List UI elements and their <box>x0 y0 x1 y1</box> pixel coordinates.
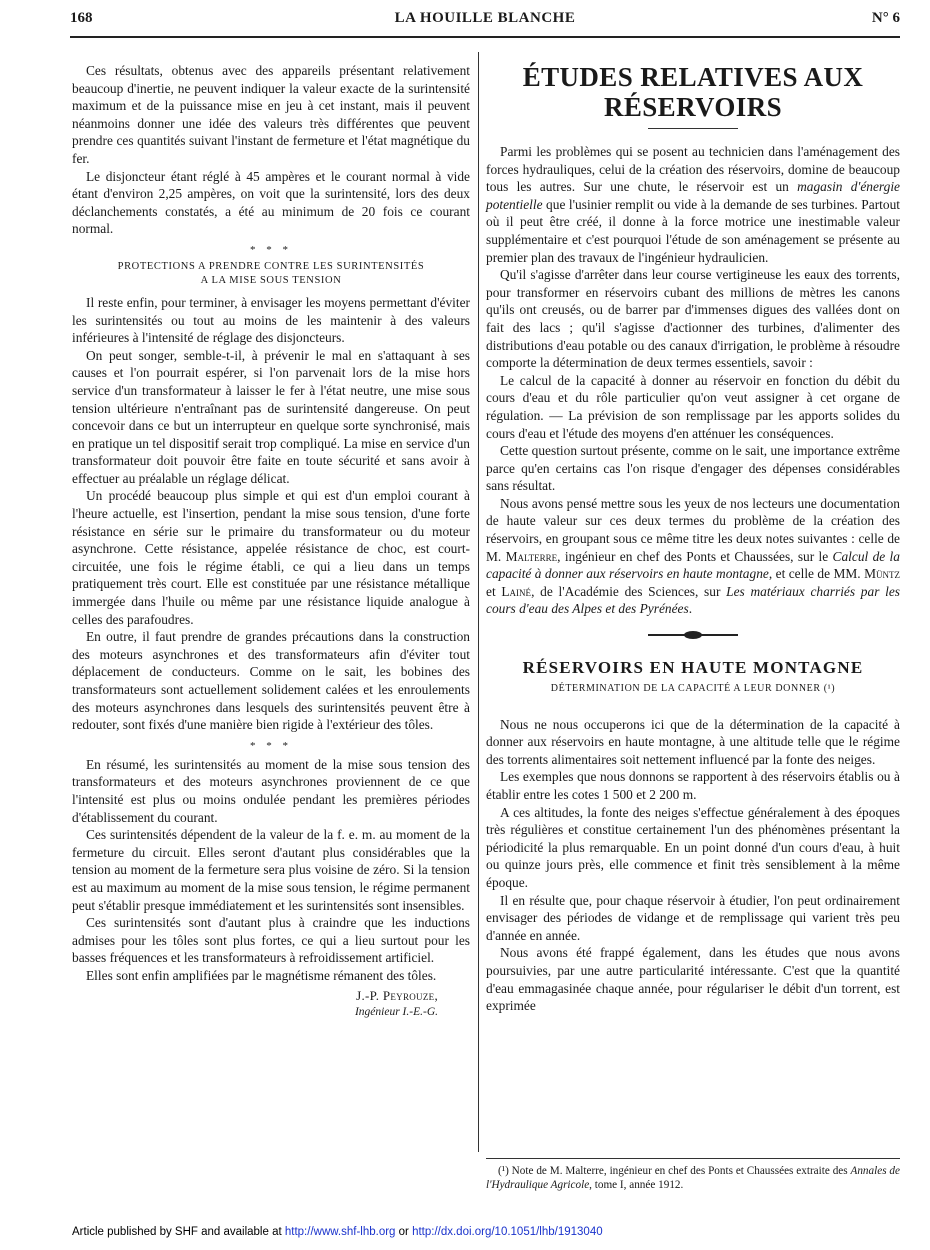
paragraph: Les exemples que nous donnons se rapportent à des réservoirs établis ou à établir entre les cotes 1 500 et 2 200 m. <box>486 769 900 802</box>
publication-footer: Article published by SHF and available at http://www.shf-lhb.org or http://dx.doi.org/10.1051/lhb/1913040 <box>72 1226 603 1238</box>
author-title: Ingénieur I.-E.-G. <box>354 1006 438 1019</box>
footnote-rule <box>486 1158 900 1159</box>
paragraph: Cette question surtout présente, comme on le sait, une importance extrême parce qu'en certains cas l'on risque d'engager des dépenses considérables sans résultat. <box>486 443 900 494</box>
paragraph: Elles sont enfin amplifiées par le magnétisme rémanent des tôles. <box>86 967 437 983</box>
paragraph: Il reste enfin, pour terminer, à envisager les moyens permettant d'éviter les surintensités ou tout au moins de les maintenir à des valeurs inférieures à l'intensité de réglage des disjoncteurs. <box>72 294 470 346</box>
paragraph: Ces surintensités sont d'autant plus à craindre que les inductions admises pour les tôles sont plus fortes, ce qui a lieu surtout pour les basses fréquences et les transformateurs à refroidissement artificiel. <box>72 915 470 966</box>
article-title: ÉTUDES RELATIVES AUX RÉSERVOIRS <box>522 62 864 122</box>
section-separator: * * * <box>250 243 292 256</box>
title-rule <box>648 128 738 129</box>
left-column <box>72 62 470 1022</box>
paragraph: A ces altitudes, la fonte des neiges s'effectue généralement à des époques très régulières et constitue certainement l'un des phénomènes présentant la périodicité la plus remarquable. En un point donné d'un cours d'eau, à huit ou quinze jours près, elle commence et finit très sensiblement à la même époque. <box>486 804 900 890</box>
paragraph: Le disjoncteur étant réglé à 45 ampères et le courant normal à vide étant d'environ 2,25 ampères, on voit que la surintensité, lors des deux déclanchements constatés, a été au minimum de 20 fois ce courant normal. <box>72 168 470 237</box>
column-divider <box>478 52 479 1152</box>
section-subtitle: DÉTERMINATION DE LA CAPACITÉ A LEUR DONNER (¹) <box>550 683 836 695</box>
section-separator: * * * <box>250 739 292 752</box>
paragraph: En résumé, les surintensités au moment de la mise sous tension des transformateurs et des moteurs asynchrones proviennent de ce que l'intensité est plus ou moins ondulée pendant les premières périodes d'établissement du courant. <box>72 756 470 825</box>
section-heading: PROTECTIONS A PRENDRE CONTRE LES SURINTENSITÉS A LA MISE SOUS TENSION <box>117 260 425 286</box>
paragraph: Qu'il s'agisse d'arrêter dans leur course vertigineuse les eaux des torrents, pour transformer en réservoirs cubant des millions de mètres les canons qu'ils ont creusés, ou de barrer par d'immenses digues des vallées dont on fait des lacs ; qu'il s'agisse d'actionner des turbines, d'alimenter des distributions d'eau potable ou des canaux d'irrigation, le problème à résoudre comporte la détermination de deux termes essentiels, savoir : <box>486 267 900 371</box>
paragraph: Il en résulte que, pour chaque réservoir à étudier, l'on peut ordinairement envisager des périodes de vidange et de remplissage qui varient très peu d'année en année. <box>486 892 900 943</box>
paragraph: Nous ne nous occuperons ici que de la détermination de la capacité à donner aux réservoirs en haute montagne, à une altitude telle que le régime des torrents alimentaires soit nettement influencé par la fonte des neiges. <box>486 716 900 767</box>
right-column <box>486 62 900 1015</box>
paragraph: Nous avons été frappé également, dans les études que nous avons poursuivies, par une autre particularité intéressante. C'est que la quantité d'eau emmagasinée chaque année, pour régulariser le débit d'un torrent, est exprimée <box>486 945 900 1014</box>
author-signature: J.-P. Peyrouze, <box>356 987 438 1003</box>
paragraph: Ces surintensités dépendent de la valeur de la f. e. m. au moment de la fermeture du circuit. Elles seront d'autant plus considérables que la tension au moment de la fermeture sera plus voisine de zéro. Si la tension est au maximum au moment de la mise sous tension, le régime permanent peut s'établir presque immédiatement et les surintensités sont insensibles. <box>72 827 470 913</box>
ornament-divider <box>648 632 738 638</box>
paragraph: Nous avons pensé mettre sous les yeux de nos lecteurs une documentation de haute valeur sur ces deux termes du problème de la création des réservoirs, en groupant sous ce même titre les deux notes suivantes : celle de M. Malterre, ingénieur en chef des Ponts et Chaussées, sur le Calcul de la capacité à donner aux réservoirs en haute montagne, et celle de MM. Müntz et Lainé, de l'Académie des Sciences, sur Les matériaux charriés par les cours d'eau des Alpes et des Pyrénées. <box>486 495 900 617</box>
header-rule <box>70 36 900 38</box>
running-header <box>70 10 900 32</box>
issue-number: N° 6 <box>871 10 900 26</box>
section-title: RÉSERVOIRS EN HAUTE MONTAGNE <box>522 658 864 678</box>
shf-link[interactable]: http://www.shf-lhb.org <box>284 1226 396 1238</box>
paragraph: Le calcul de la capacité à donner au réservoir en fonction du débit du cours d'eau et du rôle particulier qu'on veut assigner à cet organe de régulation. — La prévision de son remplissage par les apports solides du cours d'eau et l'étude des moyens d'en atténuer les conséquences. <box>486 372 900 441</box>
paragraph: Ces résultats, obtenus avec des appareils présentant relativement beaucoup d'inertie, ne peuvent indiquer la valeur exacte de la surintensité maximum et de la puissance mise en jeu à cet instant, mais il peuvent néanmoins donner une idée des valeurs très différentes que peuvent prendre ces quantités suivant l'instant de fermeture et l'état magnétique du fer. <box>72 63 470 166</box>
paragraph: En outre, il faut prendre de grandes précautions dans la construction des moteurs asynchrones et des transformateurs afin d'éviter tout déplacement de conducteurs. Comme on le sait, les bobines des transformateurs sont actuellement solidement calées et les enroulements des moteurs asynchrones dans lesquels des surintensités peuvent être à redouter, sont fixés d'une manière bien rigide à l'extérieur des tôles. <box>72 629 470 733</box>
paragraph: On peut songer, semble-t-il, à prévenir le mal en s'attaquant à ses causes et l'on pourrait espérer, si l'on parvenait lors de la mise hors service d'un transformateur à laisser le fer à l'état neutre, une mise sous tension ultérieure n'entraînant pas de surintensité dangereuse. On peut concevoir dans ce but un interrupteur en quelque sorte synchronisé, mais en pratique un tel dispositif serait trop compliqué. La mise en service d'un transformateur doit pouvoir être faite en toute sécurité et sans avoir à effectuer au préalable un réglage délicat. <box>72 347 470 486</box>
page-number: 168 <box>70 10 93 26</box>
doi-link[interactable]: http://dx.doi.org/10.1051/lhb/1913040 <box>412 1226 603 1238</box>
paragraph: Parmi les problèmes qui se posent au technicien dans l'aménagement des forces hydrauliques, celui de la création des réservoirs, domine de beaucoup tous les autres. Sur une chute, le réservoir est un magasin d'énergie potentielle que l'usinier remplit ou vide à la demande de ses turbines. Partout où il peut être créé, il donne à la force motrice une inestimable valeur supplémentaire et c'est pourquoi l'étude de son aménagement se présente au premier plan des travaux de l'ingénieur hydraulicien. <box>486 144 900 265</box>
paragraph: Un procédé beaucoup plus simple et qui est d'un emploi courant à l'heure actuelle, est l'insertion, pendant la mise sous tension, d'une forte résistance en série sur le primaire du transformateur ou du moteur asynchrone. Cette résistance, appelée résistance de choc, est court-circuitée, une fois le régime établi, ce qui a lieu dans un temps pratiquement très court. Elle est constituée par une résistance métallique immergée dans l'huile ou même par une résistance liquide analogue à celles des parafoudres. <box>72 488 470 627</box>
footnote: (¹) Note de M. Malterre, ingénieur en chef des Ponts et Chaussées extraite des Annales de l'Hydraulique Agricole, tome I, année 1912. <box>486 1165 900 1191</box>
journal-title: LA HOUILLE BLANCHE <box>394 10 576 26</box>
